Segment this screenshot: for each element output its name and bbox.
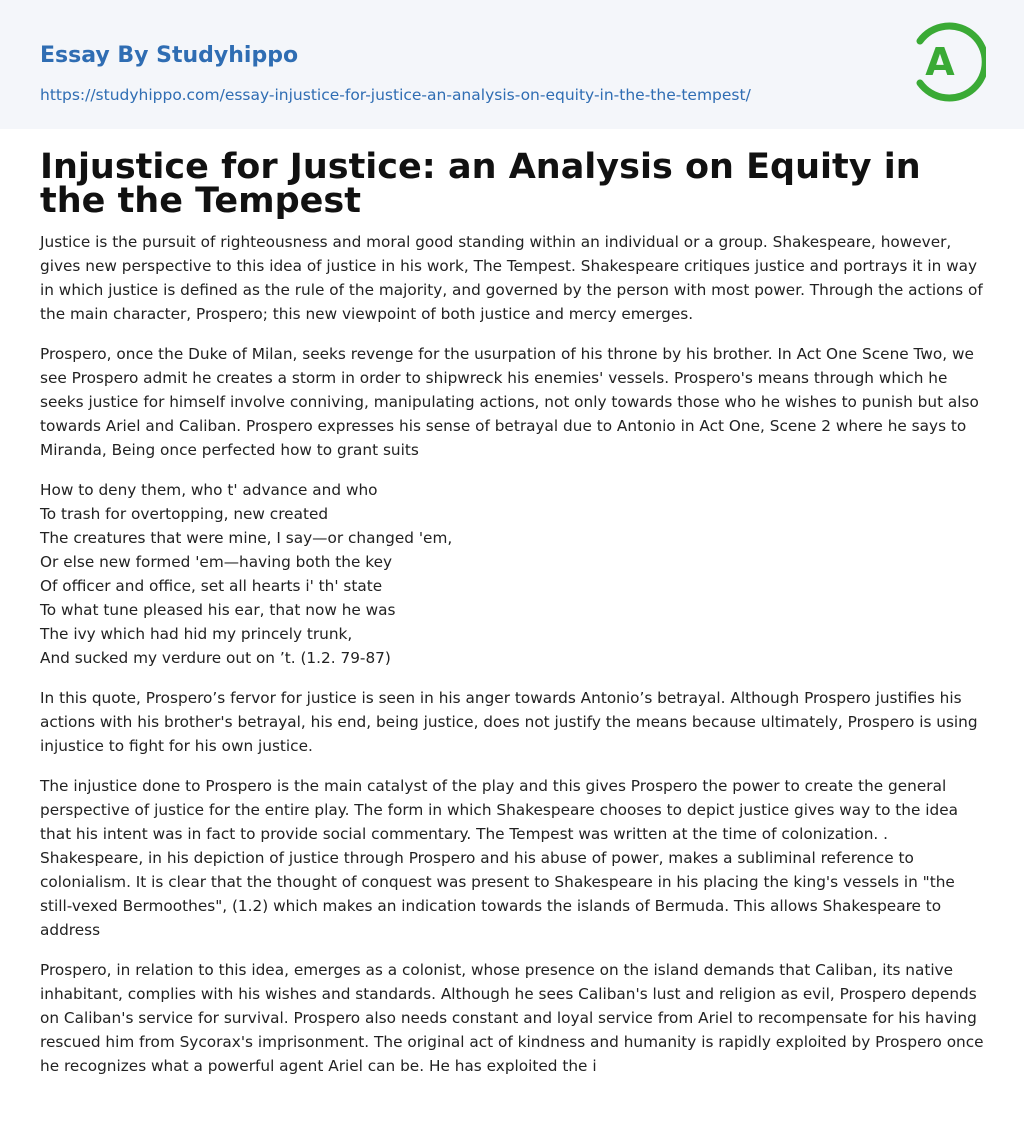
verse-line: The creatures that were mine, I say—or changed 'em, xyxy=(40,529,453,547)
paragraph-1: Justice is the pursuit of righteousness and moral good standing within an individual or a group. Shakespeare, however, gives new perspective to this idea of justice in his work, The Tempest. Shakespeare critiques justice and portrays it in way in which justice is defined as the rule of the majority, and governed by the person with most power. Through the actions of the main character, Prospero; this new viewpoint of both justice and mercy emerges. xyxy=(40,233,983,323)
paragraph-2: Prospero, once the Duke of Milan, seeks revenge for the usurpation of his throne by his brother. In Act One Scene Two, we see Prospero admit he creates a storm in order to shipwreck his enemies' vessels. Prospero's means through which he seeks justice for himself involve conniving, manipulating actions, not only towards those who he wishes to punish but also towards Ariel and Caliban. Prospero expresses his sense of betrayal due to Antonio in Act One, Scene 2 where he says to Miranda, Being once perfected how to grant suits xyxy=(40,345,979,459)
paragraph-5: Prospero, in relation to this idea, emerges as a colonist, whose presence on the island demands that Caliban, its native inhabitant, complies with his wishes and standards. Although he sees Caliban's lust and religion as evil, Prospero depends on Caliban's service for survival. Prospero also needs constant and loyal service from Ariel to recompensate for his having rescued him from Sycorax's imprisonment. The original act of kindness and humanity is rapidly exploited by Prospero once he recognizes what a powerful agent Ariel can be. He has exploited the i xyxy=(40,961,984,1075)
paragraph-3: In this quote, Prospero’s fervor for justice is seen in his anger towards Antonio’s betrayal. Although Prospero justifies his actions with his brother's betrayal, his end, being justice, does not justify the means because ultimately, Prospero is using injustice to fight for his own justice. xyxy=(40,689,978,755)
verse-line: How to deny them, who t' advance and who xyxy=(40,481,378,499)
article xyxy=(40,147,984,1094)
studyhippo-logo-icon[interactable] xyxy=(912,19,986,105)
brand-title[interactable]: Essay By Studyhippo xyxy=(40,43,299,68)
verse-line: Or else new formed 'em—having both the key xyxy=(40,553,393,571)
paragraph-4: The injustice done to Prospero is the main catalyst of the play and this gives Prospero the power to create the general perspective of justice for the entire play. The form in which Shakespeare chooses to depict justice gives way to the idea that his intent was in fact to provide social commentary. The Tempest was written at the time of colonization. . Shakespeare, in his depiction of justice through Prospero and his abuse of power, makes a subliminal reference to colonialism. It is clear that the thought of conquest was present to Shakespeare in his placing the king's vessels in "the still-vexed Bermoothes", (1.2) which makes an indication towards the islands of Bermuda. This allows Shakespeare to address xyxy=(40,777,959,939)
verse-line: To what tune pleased his ear, that now he was xyxy=(40,601,396,619)
verse-line: To trash for overtopping, new created xyxy=(40,505,329,523)
verse-line: And sucked my verdure out on ’t. (1.2. 79-87) xyxy=(40,649,391,667)
verse-line: Of officer and office, set all hearts i' th' state xyxy=(40,577,383,595)
verse-line: The ivy which had hid my princely trunk, xyxy=(40,625,353,643)
site-header xyxy=(0,0,1024,129)
essay-url-link[interactable]: https://studyhippo.com/essay-injustice-for-justice-an-analysis-on-equity-in-the-the-tempest/ xyxy=(40,86,751,104)
quote-verse xyxy=(40,478,984,670)
page-title: Injustice for Justice: an Analysis on Equity in the the Tempest xyxy=(40,147,921,221)
logo-letter: A xyxy=(925,40,955,84)
